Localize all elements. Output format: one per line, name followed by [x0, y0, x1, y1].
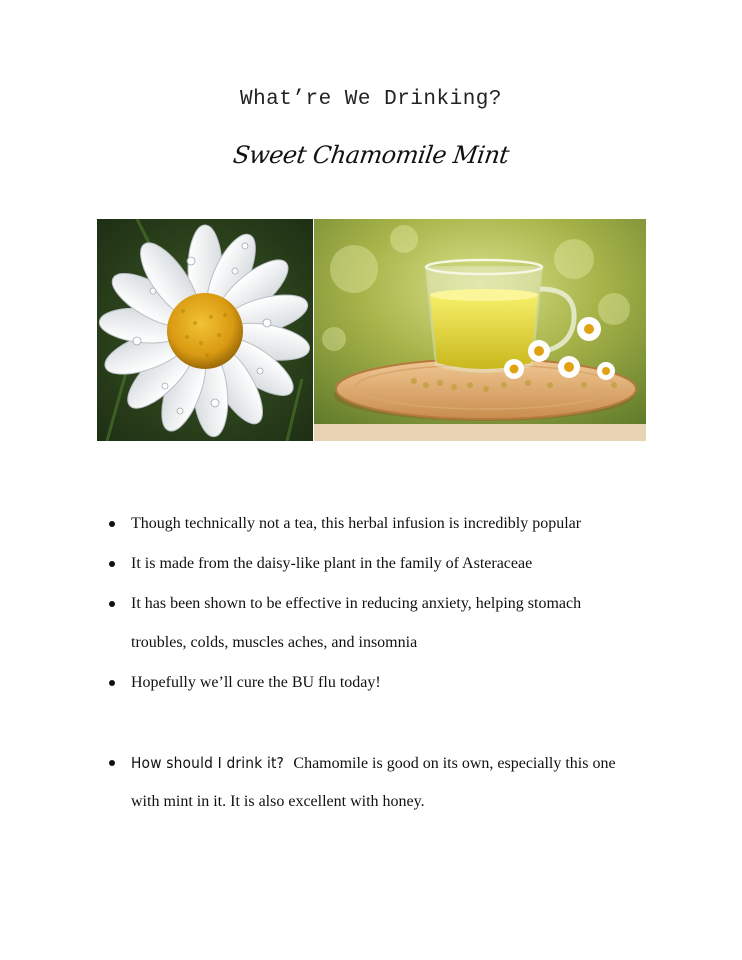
bullet-dot [109, 680, 115, 686]
question-answer: Chamomile is good on its own, especially this one [289, 755, 616, 772]
page-title: What’re We Drinking? [239, 88, 503, 111]
question-line [131, 753, 671, 774]
bullet-dot [109, 601, 115, 607]
question-label: How should I drink it? [131, 754, 285, 772]
bullet-text-continued: troubles, colds, muscles aches, and insomnia [131, 634, 418, 651]
bullet-text: Hopefully we’ll cure the BU flu today! [131, 674, 381, 691]
bullet-text: Though technically not a tea, this herbal infusion is incredibly popular [131, 515, 582, 532]
bullet-dot [109, 561, 115, 567]
question-answer-continued: with mint in it. It is also excellent with honey. [131, 793, 425, 810]
bullet-dot [109, 521, 115, 527]
page-subtitle: Sweet Chamomile Mint [231, 141, 511, 169]
bullet-text: It is made from the daisy-like plant in the family of Asteraceae [131, 555, 533, 572]
chamomile-tea-cup-photo [314, 219, 646, 441]
bullet-text: It has been shown to be effective in reducing anxiety, helping stomach [131, 595, 582, 612]
daisy-flower-photo [97, 219, 313, 441]
bullet-dot [109, 760, 115, 766]
